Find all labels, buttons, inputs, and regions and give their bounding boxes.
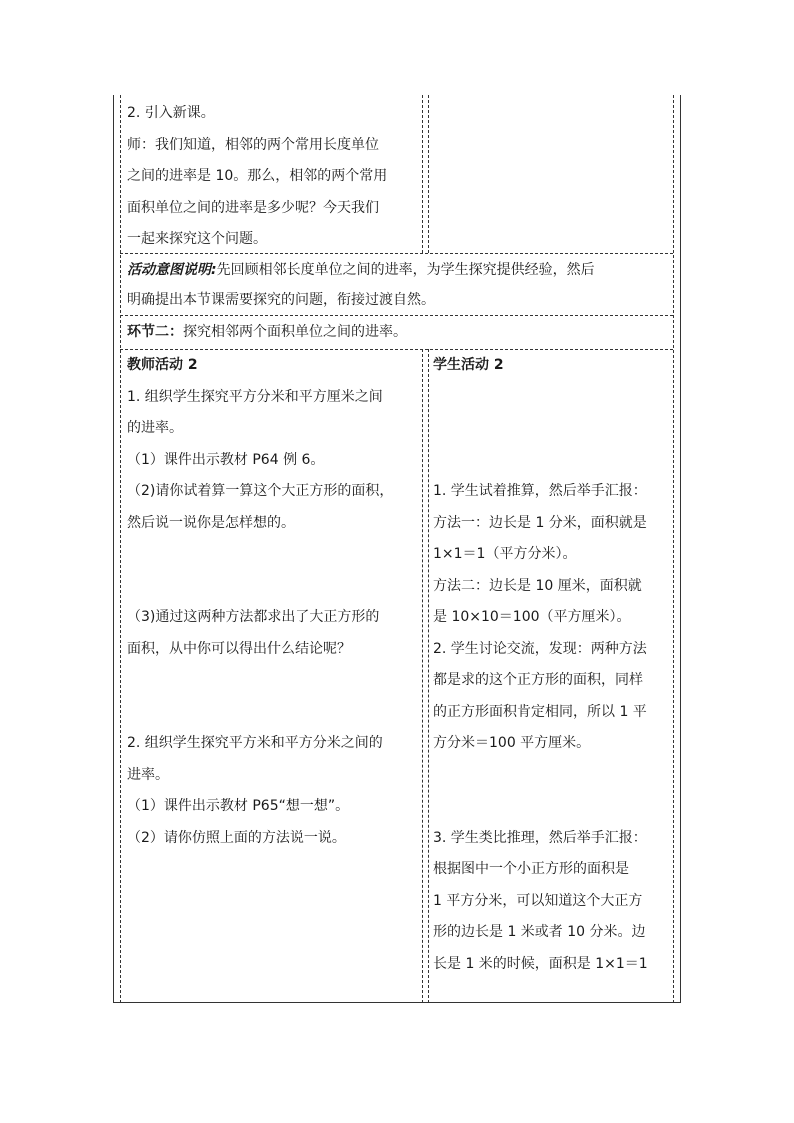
column-divider-top-2	[428, 95, 429, 253]
teacher-line: 2. 组织学生探究平方米和平方分米之间的	[127, 735, 383, 751]
student-line	[433, 382, 671, 414]
teacher-line	[127, 571, 419, 603]
student-line: 1×1＝1（平方分米）。	[433, 546, 577, 562]
intro-line: 面积单位之间的进率是多少呢？今天我们	[127, 199, 379, 216]
student-line: 2. 学生讨论交流，发现：两种方法	[433, 640, 647, 657]
teacher-line: 进率。	[127, 766, 169, 783]
student-line: 1 平方分米，可以知道这个大正方	[433, 892, 643, 909]
activity-intent-label: 活动意图说明:	[127, 262, 217, 278]
student-line	[433, 760, 671, 792]
activity-intent-text: 先回顾相邻长度单位之间的进率，为学生探究提供经验，然后	[216, 262, 595, 278]
table-right-border	[680, 95, 681, 1003]
intro-line: 之间的进率是 10。那么，相邻的两个常用	[127, 168, 388, 184]
column-divider-main	[422, 349, 423, 1003]
intro-line: 一起来探究这个问题。	[127, 231, 267, 247]
intro-cell	[127, 98, 419, 256]
student-line: 方法二：边长是 10 厘米，面积就	[433, 577, 642, 594]
teacher-line: （1）课件出示教材 P64 例 6。	[127, 451, 325, 468]
student-activity-header: 学生活动 2	[433, 357, 504, 373]
student-line: 的正方形面积肯定相同，所以 1 平	[433, 703, 647, 720]
student-line: 形的边长是 1 米或者 10 分米。边	[433, 924, 646, 940]
teacher-line	[127, 697, 419, 729]
activity-intent-cell	[127, 255, 672, 315]
student-line	[433, 791, 671, 823]
teacher-line: （3)通过这两种方法都求出了大正方形的	[127, 609, 380, 625]
lesson-table	[113, 95, 680, 1003]
student-line: 根据图中一个小正方形的面积是	[433, 861, 629, 877]
stage-cell	[127, 316, 672, 348]
student-line: 1. 学生试着推算，然后举手汇报：	[433, 483, 647, 499]
column-divider-main-2	[428, 349, 429, 1003]
teacher-line: 的进率。	[127, 420, 183, 436]
activity-intent-text-2: 明确提出本节课需要探究的问题，衔接过渡自然。	[127, 292, 435, 308]
stage-label: 环节二：	[127, 324, 183, 340]
stage-text: 探究相邻两个面积单位之间的进率。	[183, 324, 407, 340]
student-line: 都是求的这个正方形的面积，同样	[433, 672, 643, 688]
intro-line: 2. 引入新课。	[127, 105, 215, 121]
table-left-border	[113, 95, 114, 1003]
inner-left-border	[120, 95, 121, 1003]
teacher-activity-cell	[127, 350, 419, 854]
teacher-line: （2）请你仿照上面的方法说一说。	[127, 829, 346, 846]
teacher-line: 1. 组织学生探究平方分米和平方厘米之间	[127, 388, 383, 405]
teacher-activity-header: 教师活动 2	[127, 357, 198, 373]
teacher-line	[127, 665, 419, 697]
student-line: 是 10×10＝100（平方厘米）。	[433, 609, 631, 625]
teacher-line: 面积，从中你可以得出什么结论呢？	[127, 640, 351, 657]
student-activity-cell	[433, 350, 671, 980]
student-line: 方分米＝100 平方厘米。	[433, 735, 591, 751]
student-line: 长是 1 米的时候，面积是 1×1＝1	[433, 955, 648, 972]
teacher-line: 然后说一说你是怎样想的。	[127, 514, 295, 531]
teacher-line	[127, 539, 419, 571]
teacher-line: （2)请你试着算一算这个大正方形的面积，	[127, 483, 394, 499]
table-bottom-border	[113, 1002, 680, 1003]
student-line: 方法一：边长是 1 分米，面积就是	[433, 514, 647, 531]
column-divider-top	[422, 95, 423, 253]
student-line: 3. 学生类比推理，然后举手汇报：	[433, 829, 647, 846]
inner-right-border	[673, 95, 674, 1003]
teacher-line: （1）课件出示教材 P65“想一想”。	[127, 798, 350, 814]
student-line	[433, 445, 671, 477]
student-line	[433, 413, 671, 445]
intro-line: 师：我们知道，相邻的两个常用长度单位	[127, 136, 379, 153]
